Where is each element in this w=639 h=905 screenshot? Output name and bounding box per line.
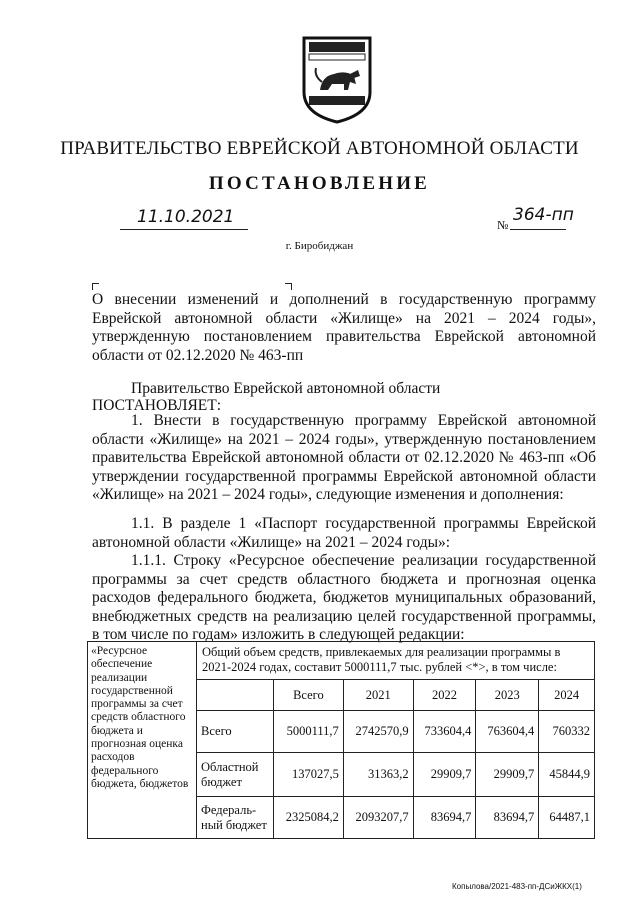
table-header-cell: 2022 xyxy=(413,680,476,711)
document-subject: О внесении изменений и дополнений в государственную программу Еврейской автономной области «Жилище» на 2021 – 2024 годы», утвержденную постановлением правительства Еврейской автономной области от 02.12.2020 № 463-пп xyxy=(92,291,596,364)
table-cell: 760332 xyxy=(539,711,595,753)
government-title: ПРАВИТЕЛЬСТВО ЕВРЕЙСКОЙ АВТОНОМНОЙ ОБЛАСТИ xyxy=(60,138,579,159)
paragraph-item-1-1: 1.1. В разделе 1 «Паспорт государственной программы Еврейской автономной области «Жилище» на 2021 – 2024 годы»: xyxy=(92,515,596,551)
table-cell: 5000111,7 xyxy=(274,711,344,753)
table-cell: 733604,4 xyxy=(413,711,476,753)
table-cell: 29909,7 xyxy=(476,753,539,797)
table-header-cell: 2023 xyxy=(476,680,539,711)
document-type-heading: ПОСТАНОВЛЕНИЕ xyxy=(208,173,431,194)
number-label: № xyxy=(497,218,509,232)
table-total-description: Общий объем средств, привлекаемых для реализации программы в 2021-2024 годах, составит 5000111,7 тыс. рублей <*>, в том числе: xyxy=(197,642,595,680)
table-cell: 83694,7 xyxy=(476,797,539,839)
table-cell: 31363,2 xyxy=(343,753,413,797)
table-row-label: «Ресурсное обеспечение реализации государственной программы за счет средств областного бюджета и прогнозная оценка расходов федерального бюджета, бюджетов xyxy=(88,642,197,839)
subject-corner-left xyxy=(92,283,99,290)
table-header-cell: 2021 xyxy=(343,680,413,711)
table-header-cell: 2024 xyxy=(539,680,595,711)
paragraph-item-1-1-1: 1.1.1. Строку «Ресурсное обеспечение реализации государственной программы за счет средств областного бюджета и прогнозная оценка расходов федерального бюджета, бюджетов муниципальных образований, внебюджетных средств на реализацию целей государственной программы, в том числе по годам» изложить в следующей редакции: xyxy=(92,552,596,643)
footer-document-code: Копылова/2021-483-пп-ДСиЖКХ(1) xyxy=(452,882,582,891)
resource-table xyxy=(87,641,595,839)
table-row-name: Всего xyxy=(197,711,274,753)
table-cell: 2742570,9 xyxy=(343,711,413,753)
table-cell: 763604,4 xyxy=(476,711,539,753)
table-header-cell xyxy=(197,680,274,711)
table-cell: 64487,1 xyxy=(539,797,595,839)
government-name: Правительство Еврейской автономной области xyxy=(131,380,441,397)
table-cell: 2325084,2 xyxy=(274,797,344,839)
table-header-cell: Всего xyxy=(274,680,344,711)
document-number: 364-пп xyxy=(513,205,574,225)
document-date: 11.10.2021 xyxy=(137,207,235,227)
table-cell: 2093207,7 xyxy=(343,797,413,839)
date-underline xyxy=(120,229,248,230)
table-row-name: Областной бюджет xyxy=(197,753,274,797)
coat-of-arms xyxy=(300,34,374,124)
table-cell: 29909,7 xyxy=(413,753,476,797)
table-row-name: Федераль-ный бюджет xyxy=(197,797,274,839)
table-cell: 137027,5 xyxy=(274,753,344,797)
city-name: г. Биробиджан xyxy=(285,240,354,252)
paragraph-item-1: 1. Внести в государственную программу Еврейской автономной области «Жилище» на 2021 – 2024 годы», утвержденную постановлением правительства Еврейской автономной области от 02.12.2020 № 463-пп «Об утверждении государственной программы Еврейской автономной области «Жилище» на 2021 – 2024 годы», следующие изменения и дополнения: xyxy=(92,412,596,503)
subject-corner-right xyxy=(285,283,292,290)
decides-heading: ПОСТАНОВЛЯЕТ: xyxy=(92,397,222,414)
number-underline xyxy=(510,229,566,230)
table-cell: 83694,7 xyxy=(413,797,476,839)
table-cell: 45844,9 xyxy=(539,753,595,797)
